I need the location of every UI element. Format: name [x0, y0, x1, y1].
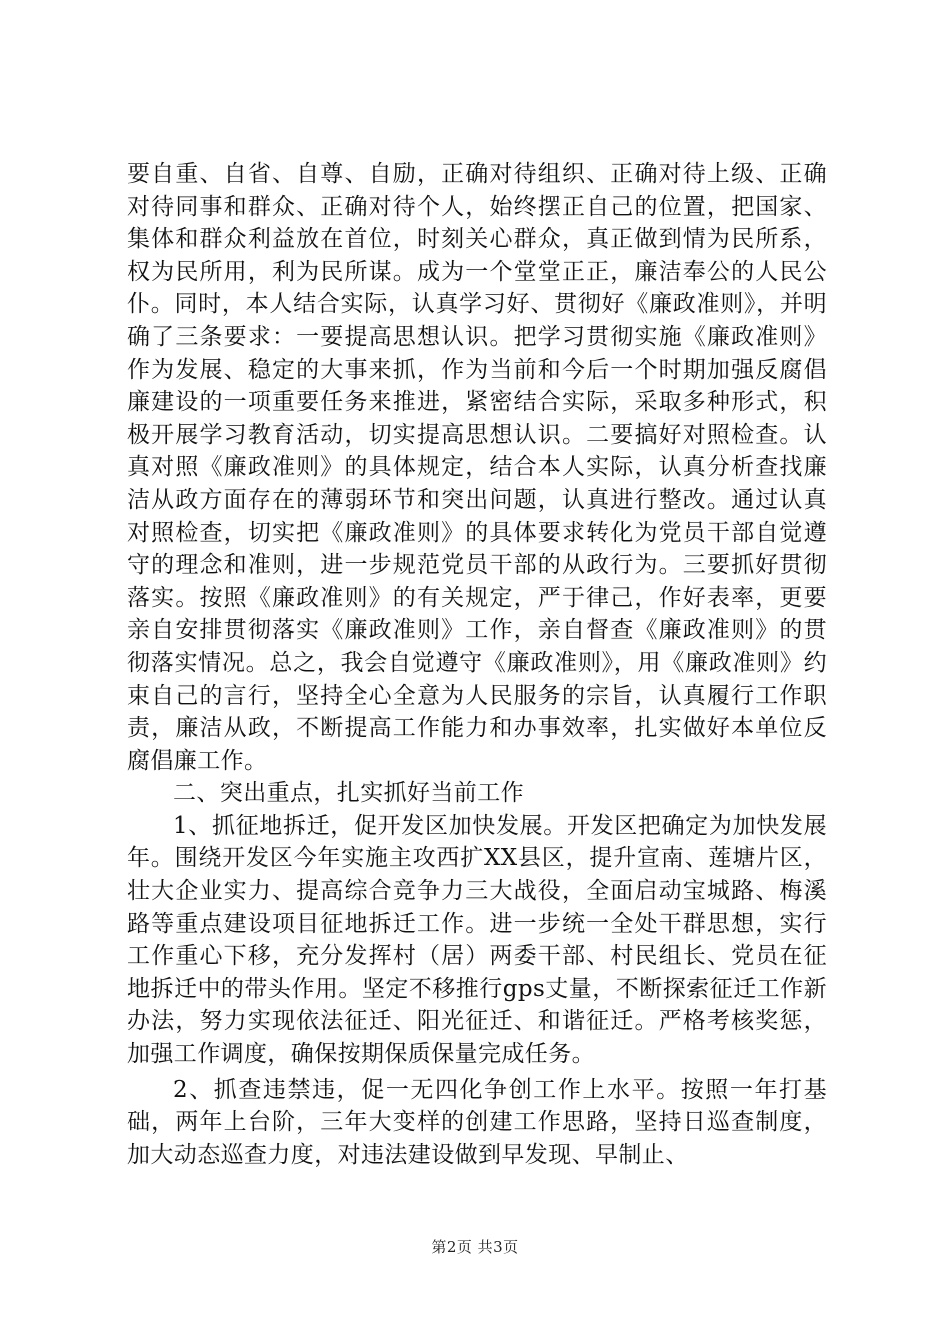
paragraph-violation-check: 2、抓查违禁违，促一无四化争创工作上水平。按照一年打基础，两年上台阶，三年大变样的创建工作思路，坚持日巡查制度，加大动态巡查力度，对违法建设做到早发现、早制止、	[127, 1076, 827, 1168]
paragraph-integrity: 要自重、自省、自尊、自励，正确对待组织、正确对待上级、正确对待同事和群众、正确对待个人，始终摆正自己的位置，把国家、集体和群众利益放在首位，时刻关心群众，真正做到情为民所系，权为民所用，利为民所谋。成为一个堂堂正正，廉洁奉公的人民公仆。同时，本人结合实际，认真学习好、贯彻好《廉政准则》，并明确了三条要求：一要提高思想认识。把学习贯彻实施《廉政准则》作为发展、稳定的大事来抓，作为当前和今后一个时期加强反腐倡廉建设的一项重要任务来推进，紧密结合实际，采取多种形式，积极开展学习教育活动，切实提高思想认识。二要搞好对照检查。认真对照《廉政准则》的具体规定，结合本人实际，认真分析查找廉洁从政方面存在的薄弱环节和突出问题，认真进行整改。通过认真对照检查，切实把《廉政准则》的具体要求转化为党员干部自觉遵守的理念和准则，进一步规范党员干部的从政行为。三要抓好贯彻落实。按照《廉政准则》的有关规定，严于律己，作好表率，更要亲自安排贯彻落实《廉政准则》工作，亲自督查《廉政准则》的贯彻落实情况。总之，我会自觉遵守《廉政准则》，用《廉政准则》约束自己的言行，坚持全心全意为人民服务的宗旨，认真履行工作职责，廉洁从政，不断提高工作能力和办事效率，扎实做好本单位反腐倡廉工作。	[127, 161, 827, 774]
paragraph-land-acquisition: 1、抓征地拆迁，促开发区加快发展。开发区把确定为加快发展年。围绕开发区今年实施主攻西扩XX县区，提升宣南、莲塘片区，壮大企业实力、提高综合竞争力三大战役，全面启动宝城路、梅溪路等重点建设项目征地拆迁工作。进一步统一全处干群思想，实行工作重心下移，充分发挥村（居）两委干部、村民组长、党员在征地拆迁中的带头作用。坚定不移推行gps丈量，不断探索征迁工作新办法，努力实现依法征迁、阳光征迁、和谐征迁。严格考核奖惩，加强工作调度，确保按期保质保量完成任务。	[127, 812, 827, 1068]
document-body	[127, 158, 827, 1171]
page-footer: 第2页 共3页	[431, 1238, 519, 1256]
section-heading: 二、突出重点，扎实抓好当前工作	[173, 780, 524, 807]
